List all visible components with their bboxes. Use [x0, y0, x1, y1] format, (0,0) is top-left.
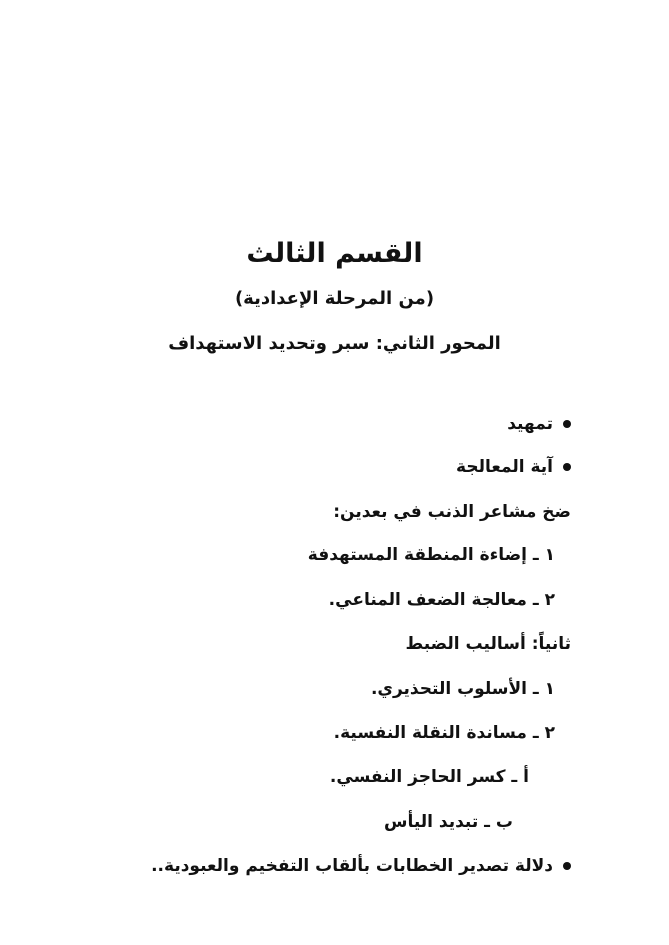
list-item	[151, 856, 571, 876]
list-item-text: تمهيد	[507, 414, 553, 434]
list-item: ضخ مشاعر الذنب في بعدين:	[333, 502, 571, 522]
bullet-icon	[563, 420, 571, 428]
section-subtitle: (من المرحلة الإعدادية)	[234, 288, 435, 309]
list-item: ثانياً: أساليب الضبط	[405, 634, 571, 654]
list-item: أ ـ كسر الحاجز النفسي.	[329, 767, 529, 787]
list-item	[456, 457, 571, 477]
list-item: ١ ـ الأسلوب التحذيري.	[370, 679, 555, 699]
list-item	[507, 414, 571, 434]
list-item-text: آية المعالجة	[456, 457, 553, 477]
list-item: ١ ـ إضاءة المنطقة المستهدفة	[307, 545, 555, 565]
list-item: ٢ ـ معالجة الضعف المناعي.	[328, 590, 555, 610]
section-title: القسم الثالث	[246, 238, 423, 269]
axis-heading: المحور الثاني: سبر وتحديد الاستهداف	[168, 333, 501, 354]
list-item-text: دلالة تصدير الخطابات بألقاب التفخيم والعبودية..	[151, 856, 553, 876]
bullet-icon	[563, 862, 571, 870]
list-item: ٢ ـ مساندة النقلة النفسية.	[333, 723, 555, 743]
bullet-icon	[563, 463, 571, 471]
list-item: ب ـ تبديد اليأس	[384, 812, 513, 832]
